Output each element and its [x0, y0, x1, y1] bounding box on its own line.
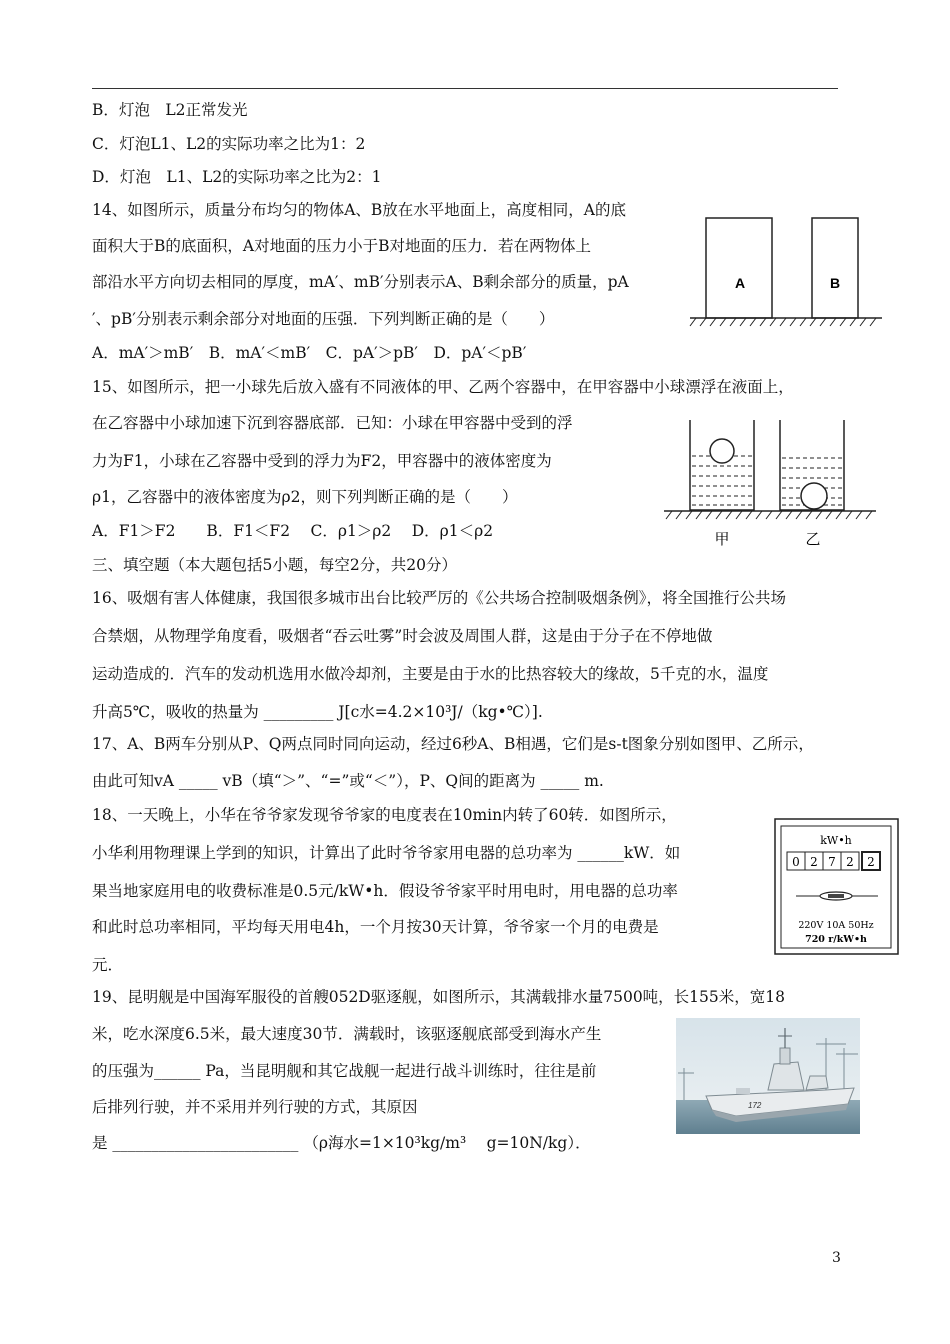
meter-digit-decimal: 2: [867, 855, 875, 869]
section-3-heading: 三、填空题（本大题包括5小题，每空2分，共20分）: [92, 556, 457, 574]
q16-line-1: 16、吸烟有害人体健康，我国很多城市出台比较严厉的《公共场合控制吸烟条例》，将全国推行公共场: [92, 589, 786, 607]
meter-unit: kW•h: [820, 834, 852, 847]
q15-line-4: ρ1，乙容器中的液体密度为ρ2，则下列判断正确的是（ ）: [92, 488, 518, 506]
option-d-13: D．灯泡 L1、L2的实际功率之比为2：1: [92, 168, 382, 186]
meter-figure: [774, 818, 900, 956]
header-rule: [92, 88, 838, 89]
option-c-13: C．灯泡L1、L2的实际功率之比为1：2: [92, 135, 366, 153]
q17-line-1: 17、A、B两车分别从P、Q两点同时同向运动，经过6秒A、B相遇，它们是s-t图象分别如图甲、乙所示，: [92, 735, 814, 753]
q18-line-1: 18、一天晚上，小华在爷爷家发现爷爷家的电度表在10min内转了60转．如图所示，: [92, 806, 677, 824]
ball-jia: [710, 439, 734, 463]
q18-line-3: 果当地家庭用电的收费标准是0.5元/kW•h．假设爷爷家平时用电时，用电器的总功率: [92, 882, 678, 900]
ground-hatching: [666, 511, 872, 519]
block-a-label: A: [734, 275, 746, 291]
ship-superstructure: [768, 1062, 804, 1090]
ball-yi: [801, 483, 827, 509]
q15-line-1: 15、如图所示，把一小球先后放入盛有不同液体的甲、乙两个容器中，在甲容器中小球漂浮在液面上，: [92, 378, 794, 396]
label-jia: 甲: [714, 530, 730, 548]
q14-options: A．mA′＞mB′ B．mA′＜mB′ C．pA′＞pB′ D．pA′＜pB′: [92, 344, 527, 362]
q18-line-5: 元．: [92, 956, 124, 974]
meter-spec: 220V 10A 50Hz: [798, 920, 874, 931]
q15-options: A．F1＞F2 B．F1＜F2 C．ρ1＞ρ2 D．ρ1＜ρ2: [92, 522, 494, 540]
option-b-13: B．灯泡 L2正常发光: [92, 101, 248, 119]
block-a: [706, 218, 772, 318]
meter-digit: 7: [828, 855, 836, 869]
q19-line-1: 19、昆明舰是中国海军服役的首艘052D驱逐舰，如图所示，其满载排水量7500吨，长155米，宽18: [92, 988, 785, 1006]
q15-figure: [660, 416, 880, 550]
q16-line-3: 运动造成的．汽车的发动机选用水做冷却剂，主要是由于水的比热容较大的缘故，5千克的水，温度: [92, 665, 769, 683]
q17-line-2: 由此可知vA _____ vB（填“＞”、“=”或“＜”），P、Q间的距离为 _____ m.: [92, 772, 604, 790]
page-number: 3: [832, 1250, 841, 1266]
q16-line-4: 升高5℃，吸收的热量为 _________ J[c水=4.2×10³J/（kg•℃）].: [92, 703, 543, 721]
q18-line-4: 和此时总功率相同，平均每天用电4h，一个月按30天计算，爷爷家一个月的电费是: [92, 918, 659, 936]
block-b: [812, 218, 858, 318]
q19-line-3: 的压强为______ Pa，当昆明舰和其它战舰一起进行战斗训练时，往往是前: [92, 1062, 597, 1080]
warship-photo: [676, 1018, 860, 1134]
label-yi: 乙: [805, 530, 821, 548]
q15-line-2: 在乙容器中小球加速下沉到容器底部．已知：小球在甲容器中受到的浮: [92, 414, 573, 432]
q14-line-3: 部沿水平方向切去相同的厚度，mA′、mB′分别表示A、B剩余部分的质量，pA: [92, 273, 629, 291]
q14-figure: [688, 212, 884, 330]
meter-digits: [787, 852, 880, 870]
ship-mast: [780, 1048, 790, 1064]
block-b-label: B: [829, 275, 841, 291]
meter-rate: 720 r/kW•h: [805, 934, 867, 945]
q19-line-4: 后排列行驶，并不采用并列行驶的方式，其原因: [92, 1098, 418, 1116]
q19-line-2: 米，吃水深度6.5米，最大速度30节．满载时，该驱逐舰底部受到海水产生: [92, 1025, 602, 1043]
q15-line-3: 力为F1，小球在乙容器中受到的浮力为F2，甲容器中的液体密度为: [92, 452, 552, 470]
ground-hatching: [690, 318, 876, 326]
q19-line-5: 是 ________________________ （ρ海水=1×10³kg/m³ g=10N/kg）．: [92, 1134, 591, 1152]
meter-digit: 2: [846, 855, 854, 869]
meter-digit: 2: [810, 855, 818, 869]
hull-number: 172: [748, 1101, 762, 1110]
q18-line-2: 小华利用物理课上学到的知识，计算出了此时爷爷家用电器的总功率为 ______kW．如: [92, 844, 681, 862]
meter-digit: 0: [792, 855, 800, 869]
q14-line-2: 面积大于B的底面积，A对地面的压力小于B对地面的压力．若在两物体上: [92, 237, 591, 255]
q14-line-1: 14、如图所示，质量分布均匀的物体A、B放在水平地面上，高度相同，A的底: [92, 201, 627, 219]
q16-line-2: 合禁烟，从物理学角度看，吸烟者“吞云吐雾”时会波及周围人群，这是由于分子在不停地做: [92, 627, 713, 645]
q14-line-4: ′、pB′分别表示剩余部分对地面的压强．下列判断正确的是（ ）: [92, 310, 555, 328]
